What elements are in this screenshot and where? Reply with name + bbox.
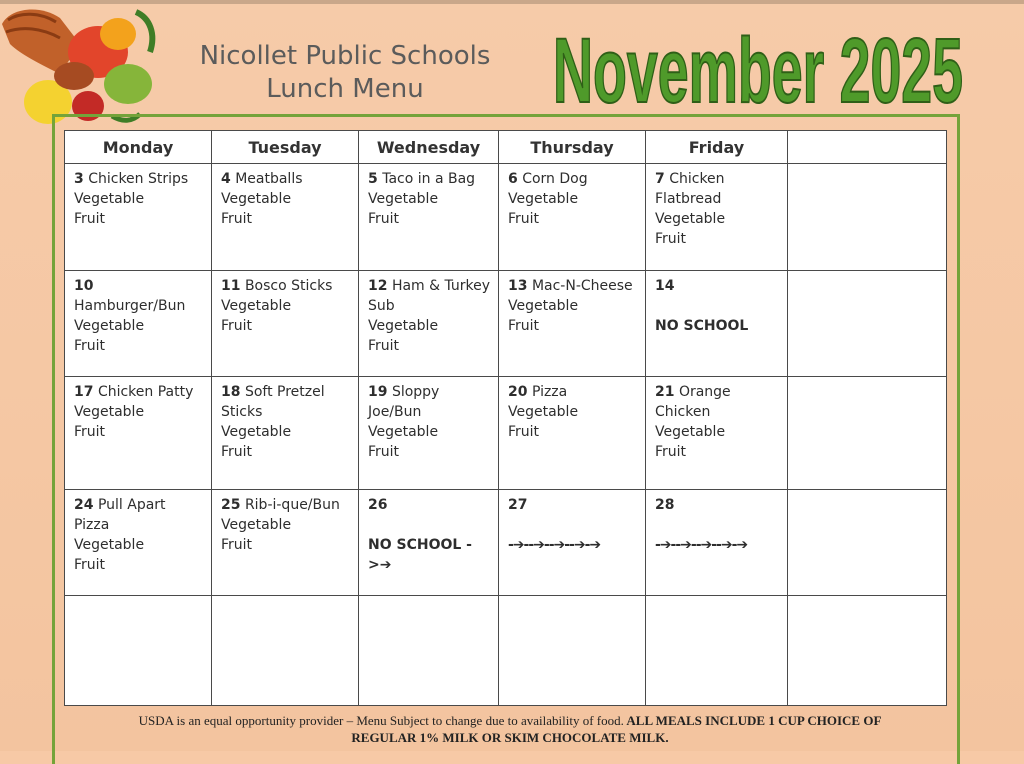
day-first-line — [655, 169, 781, 189]
menu-item: Rib-i-que/Bun — [244, 496, 340, 513]
menu-item: Vegetable — [655, 211, 726, 227]
day-first-line — [221, 382, 352, 402]
day-cell — [646, 489, 788, 595]
day-first-line — [74, 495, 205, 535]
day-first-line — [655, 276, 781, 296]
day-cell — [65, 377, 212, 489]
day-number: 28 — [655, 496, 675, 513]
menu-item: Fruit — [368, 338, 400, 355]
day-number: 14 — [655, 278, 675, 295]
day-first-line — [508, 169, 639, 189]
day-first-line — [74, 276, 205, 316]
day-cell — [788, 377, 947, 489]
day-number: 6 — [508, 171, 518, 187]
menu-item: Fruit — [74, 338, 106, 355]
menu-item: Fruit — [368, 444, 400, 461]
menu-item: Chicken Strips — [88, 171, 189, 187]
menu-item: Vegetable — [368, 191, 439, 207]
day-number: 4 — [221, 171, 231, 187]
menu-item: Vegetable — [508, 191, 579, 207]
day-number: 10 — [74, 278, 94, 295]
menu-item: Fruit — [221, 211, 253, 227]
day-number: 21 — [655, 384, 675, 401]
day-cell — [65, 489, 212, 595]
day-cell — [359, 377, 499, 489]
day-number: 13 — [508, 278, 528, 295]
menu-item: Corn Dog — [522, 171, 588, 187]
day-number: 17 — [74, 384, 94, 401]
day-number: 19 — [368, 384, 388, 401]
day-number: 5 — [368, 171, 378, 187]
weekday-header — [788, 131, 947, 164]
menu-item: Vegetable — [221, 298, 292, 315]
menu-item: Taco in a Bag — [382, 171, 476, 187]
day-cell — [359, 489, 499, 595]
day-cell — [212, 377, 359, 489]
day-first-line — [508, 382, 639, 402]
day-number: 7 — [655, 171, 665, 187]
week-row — [65, 489, 947, 595]
calendar-body — [65, 164, 947, 706]
day-cell — [788, 271, 947, 377]
day-cell — [646, 271, 788, 377]
menu-item: Vegetable — [74, 404, 145, 421]
day-number: 26 — [368, 496, 388, 513]
menu-item: Sloppy Joe/Bun — [368, 384, 440, 421]
milk-statement: ALL MEALS INCLUDE 1 CUP CHOICE OF REGULAR 1% MILK OR SKIM CHOCOLATE MILK. — [351, 713, 882, 745]
menu-item: Vegetable — [221, 424, 292, 441]
continuation-arrows: -➔--➔--➔--➔-➔ — [655, 536, 748, 553]
day-first-line — [508, 495, 639, 515]
school-title — [180, 40, 510, 106]
menu-item: Fruit — [74, 556, 106, 573]
menu-item: Chicken Patty — [97, 384, 194, 401]
day-first-line — [221, 495, 352, 515]
day-cell — [788, 595, 947, 705]
menu-item: Bosco Sticks — [244, 278, 333, 295]
menu-item: Vegetable — [508, 298, 579, 315]
day-cell — [212, 164, 359, 271]
footer-note — [130, 712, 890, 746]
day-first-line — [655, 495, 781, 515]
day-first-line — [74, 382, 205, 402]
menu-item: Vegetable — [655, 424, 726, 441]
menu-item: Vegetable — [74, 536, 145, 553]
day-cell — [499, 271, 646, 377]
menu-item: Chicken — [669, 171, 725, 187]
menu-item: Fruit — [368, 211, 400, 227]
day-cell — [499, 164, 646, 271]
day-first-line — [221, 169, 352, 189]
menu-item: Sticks — [221, 404, 263, 421]
menu-item: Fruit — [74, 211, 106, 227]
menu-item: Vegetable — [74, 191, 145, 207]
day-first-line — [221, 276, 352, 296]
weekday-header: Friday — [646, 131, 788, 164]
weekday-header: Wednesday — [359, 131, 499, 164]
weekday-header: Monday — [65, 131, 212, 164]
continuation-arrows: -➔--➔--➔--➔-➔ — [508, 536, 601, 553]
day-first-line — [368, 276, 492, 296]
day-cell — [499, 595, 646, 705]
menu-item: Meatballs — [235, 171, 303, 187]
menu-item: Vegetable — [221, 191, 292, 207]
no-school-note: NO SCHOOL ->➔ — [368, 536, 472, 573]
menu-item: Orange Chicken — [655, 384, 731, 421]
month-title — [548, 28, 968, 114]
menu-item: Fruit — [221, 444, 253, 461]
day-number: 12 — [368, 278, 388, 295]
day-first-line — [368, 495, 492, 515]
day-cell — [499, 377, 646, 489]
day-cell — [65, 271, 212, 377]
school-name: Nicollet Public Schools — [199, 41, 491, 71]
day-number: 3 — [74, 171, 84, 187]
menu-item: Sub — [368, 298, 395, 315]
menu-item: Fruit — [221, 318, 253, 335]
usda-statement: USDA is an equal opportunity provider – Menu Subject to change due to availability of food. — [138, 713, 624, 728]
menu-label: Lunch Menu — [266, 74, 424, 104]
cornucopia-icon — [0, 4, 168, 132]
day-number: 11 — [221, 278, 241, 295]
menu-item: Vegetable — [368, 318, 439, 335]
menu-item: Fruit — [508, 318, 540, 335]
month-title-text: November 2025 — [553, 28, 963, 114]
weekday-header: Tuesday — [212, 131, 359, 164]
week-row — [65, 595, 947, 705]
menu-item: Fruit — [655, 444, 687, 461]
week-row — [65, 271, 947, 377]
menu-item: Vegetable — [368, 424, 439, 441]
day-cell — [359, 164, 499, 271]
menu-item: Fruit — [655, 231, 687, 247]
menu-item: Vegetable — [74, 318, 145, 335]
day-number: 27 — [508, 496, 528, 513]
day-cell — [212, 595, 359, 705]
weekday-header: Thursday — [499, 131, 646, 164]
day-cell — [788, 164, 947, 271]
menu-item: Hamburger/Bun — [74, 298, 186, 315]
day-first-line — [655, 382, 781, 422]
menu-item: Flatbread — [655, 191, 722, 207]
menu-item: Vegetable — [508, 404, 579, 421]
day-number: 24 — [74, 496, 94, 513]
menu-item: Fruit — [508, 211, 540, 227]
day-number: 18 — [221, 384, 241, 401]
menu-item: Fruit — [508, 424, 540, 441]
day-cell — [65, 595, 212, 705]
day-cell — [646, 164, 788, 271]
day-cell — [646, 595, 788, 705]
day-cell — [499, 489, 646, 595]
day-cell — [212, 489, 359, 595]
day-first-line — [508, 276, 639, 296]
day-cell — [359, 595, 499, 705]
menu-item: Fruit — [74, 424, 106, 441]
menu-item: Pull Apart Pizza — [74, 496, 166, 533]
no-school-note: NO SCHOOL — [655, 318, 749, 335]
day-cell — [646, 377, 788, 489]
menu-item: Mac-N-Cheese — [531, 278, 633, 295]
weekday-header-row — [65, 131, 947, 164]
menu-item: Fruit — [221, 536, 253, 553]
week-row — [65, 377, 947, 489]
menu-item: Pizza — [531, 384, 568, 401]
menu-item: Vegetable — [221, 516, 292, 533]
day-first-line — [74, 169, 205, 189]
menu-calendar — [64, 130, 947, 706]
week-row — [65, 164, 947, 271]
day-number: 25 — [221, 496, 241, 513]
day-cell — [212, 271, 359, 377]
menu-item: Ham & Turkey — [391, 278, 491, 295]
day-cell — [788, 489, 947, 595]
day-number: 20 — [508, 384, 528, 401]
menu-item: Soft Pretzel — [244, 384, 325, 401]
day-cell — [359, 271, 499, 377]
day-first-line — [368, 169, 492, 189]
day-cell — [65, 164, 212, 271]
day-first-line — [368, 382, 492, 422]
